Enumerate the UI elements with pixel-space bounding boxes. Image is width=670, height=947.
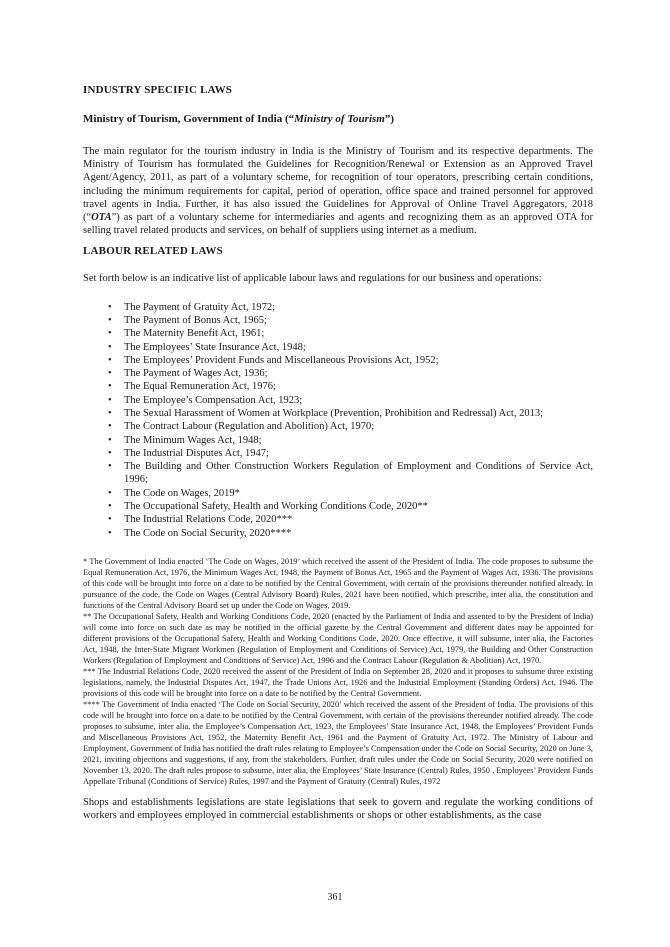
paragraph-labour-laws-intro: Set forth below is an indicative list of applicable labour laws and regulations for our business and operations: bbox=[83, 273, 542, 285]
labour-law-item: • The Occupational Safety, Health and Working Conditions Code, 2020** bbox=[83, 500, 593, 513]
labour-law-item: • The Payment of Bonus Act, 1965; bbox=[83, 314, 593, 327]
section-heading-industry-specific-laws: INDUSTRY SPECIFIC LAWS bbox=[83, 84, 233, 96]
labour-law-item: • The Maternity Benefit Act, 1961; bbox=[83, 327, 593, 340]
labour-law-item: • The Code on Social Security, 2020**** bbox=[83, 527, 593, 540]
footnote: * The Government of India enacted ‘The Code on Wages, 2019’ which received the assent of the President of India. The code proposes to subsume the Equal Remuneration Act, 1976, the Minimum Wages Act, 1948, the Payment of Bonus Act, 1965 and the Payment of Wages Act, 1936. The provisions of this code will be brought into force on a date to be notified by the Central Government, with certain of the provisions thereunder notified already. In pursuance of the code, the Code on Wages (Central Advisory Board) Rules, 2021 have been notified, which prescribe, inter alia, the constitution and functions of the Central Advisory Board set up under the Code on Wages, 2019. bbox=[83, 556, 593, 610]
labour-law-item: • The Industrial Relations Code, 2020*** bbox=[83, 513, 593, 526]
section-heading-labour-related-laws: LABOUR RELATED LAWS bbox=[83, 245, 223, 258]
labour-law-item: • The Employees’ Provident Funds and Miscellaneous Provisions Act, 1952; bbox=[83, 354, 593, 367]
labour-law-item: • The Building and Other Construction Workers Regulation of Employment and Conditions of Service Act, 1996; bbox=[83, 460, 593, 487]
footnote: **** The Government of India enacted ‘The Code on Social Security, 2020’ which received the assent of the President of India. The provisions of this code will be brought into force on a date to be notified by the Central Government, with certain of the provisions thereunder notified already. The code proposes to subsume, inter alia, the Employee’s Compensation Act, 1923, the Employees’ State Insurance Act, 1948, the Employees’ Provident Funds and Miscellaneous Provisions Act, 1952, the Maternity Benefit Act, 1961 and the Payment of Gratuity Act, 1972. The Ministry of Labour and Employment, Government of India has notified the draft rules relating to Employee’s Compensation under the Code on Social Security, 2020 on June 3, 2021, inviting objections and suggestions, if any, from the stakeholders. Further, draft rules under the Code on Social Security, 2020 were notified on November 13, 2020. The draft rules propose to subsume, inter alia, the Employees’ State Insurance (Central) Rules, 1950 , Employees’ Provident Funds Appellate Tribunal (Conditions of Service) Rules, 1997 and the Payment of Gratuity (Central) Rules, 1972 bbox=[83, 699, 593, 786]
labour-law-item: • The Employees’ State Insurance Act, 1948; bbox=[83, 341, 593, 354]
paragraph-tourism-regulator bbox=[83, 145, 593, 237]
labour-law-item: • The Equal Remuneration Act, 1976; bbox=[83, 380, 593, 393]
labour-law-item: • The Code on Wages, 2019* bbox=[83, 487, 593, 500]
tourism-text-after-ota: ”) as part of a voluntary scheme for intermediaries and agents and recognizing them as an approved OTA for selling travel related products and services, on behalf of suppliers using internet as a medium. bbox=[83, 212, 593, 237]
labour-law-item: • The Contract Labour (Regulation and Abolition) Act, 1970; bbox=[83, 420, 593, 433]
ministry-heading-prefix: Ministry of Tourism, Government of India (“ bbox=[83, 113, 295, 125]
footnote: *** The Industrial Relations Code, 2020 received the assent of the President of India on September 28, 2020 and it proposes to subsume three existing legislations, namely, the Industrial Disputes Act, 1947, the Trade Unions Act, 1926 and the Industrial Employment (Standing Orders) Act, 1946. The provisions of this code will be brought into force on a date to be notified by the Central Government. bbox=[83, 666, 593, 698]
labour-laws-list bbox=[83, 301, 593, 540]
page-number: 361 bbox=[327, 892, 343, 903]
subsection-heading-ministry-of-tourism bbox=[83, 113, 593, 126]
footnote: ** The Occupational Safety, Health and Working Conditions Code, 2020 (enacted by the Parliament of India and assented to by the President of India) will come into force on such date as may be notified in the official gazette by the Central Government and different dates may be appointed for different provisions of the Occupational Safety, Health and Working Conditions Code, 2020. Once effective, it will subsume, inter alia, the Factories Act, 1948, the Inter-State Migrant Workmen (Regulation of Employment and Conditions of Service) Act, 1979, the Building and Other Construction Workers (Regulation of Employment and Conditions of Service) Act, 1996 and the Contract Labour (Regulation & Abolition) Act, 1970. bbox=[83, 611, 593, 665]
page-content bbox=[83, 84, 593, 822]
ota-defined-term: OTA bbox=[91, 212, 112, 224]
ministry-heading-suffix: ”) bbox=[384, 113, 395, 125]
labour-law-item: • The Industrial Disputes Act, 1947; bbox=[83, 447, 593, 460]
labour-law-item: • The Minimum Wages Act, 1948; bbox=[83, 434, 593, 447]
labour-law-item: • The Payment of Wages Act, 1936; bbox=[83, 367, 593, 380]
labour-law-item: • The Sexual Harassment of Women at Workplace (Prevention, Prohibition and Redressal) Act, 2013; bbox=[83, 407, 593, 420]
labour-law-item: • The Payment of Gratuity Act, 1972; bbox=[83, 301, 593, 314]
labour-law-item: • The Employee’s Compensation Act, 1923; bbox=[83, 394, 593, 407]
tourism-text-before-ota: The main regulator for the tourism industry in India is the Ministry of Tourism and its respective departments. The Ministry of Tourism has formulated the Guidelines for Recognition/Renewal or Extension as an Approved Travel Agent/Agency, 2011, as part of a voluntary scheme, for recognition of tour operators, prescribing certain conditions, including the minimum requirements for capital, period of operation, office space and trained personnel for approved travel agents in India. Further, it has also issued the Guidelines for Approval of Online Travel Aggregators, 2018 (“ bbox=[83, 146, 593, 224]
ministry-heading-italic: Ministry of Tourism bbox=[294, 113, 385, 125]
paragraph-shops-establishments: Shops and establishments legislations are state legislations that seek to govern and regulate the working conditions of workers and employees employed in commercial establishments or shops or other establishments, as the case bbox=[83, 796, 593, 822]
footnotes-section bbox=[83, 556, 593, 787]
